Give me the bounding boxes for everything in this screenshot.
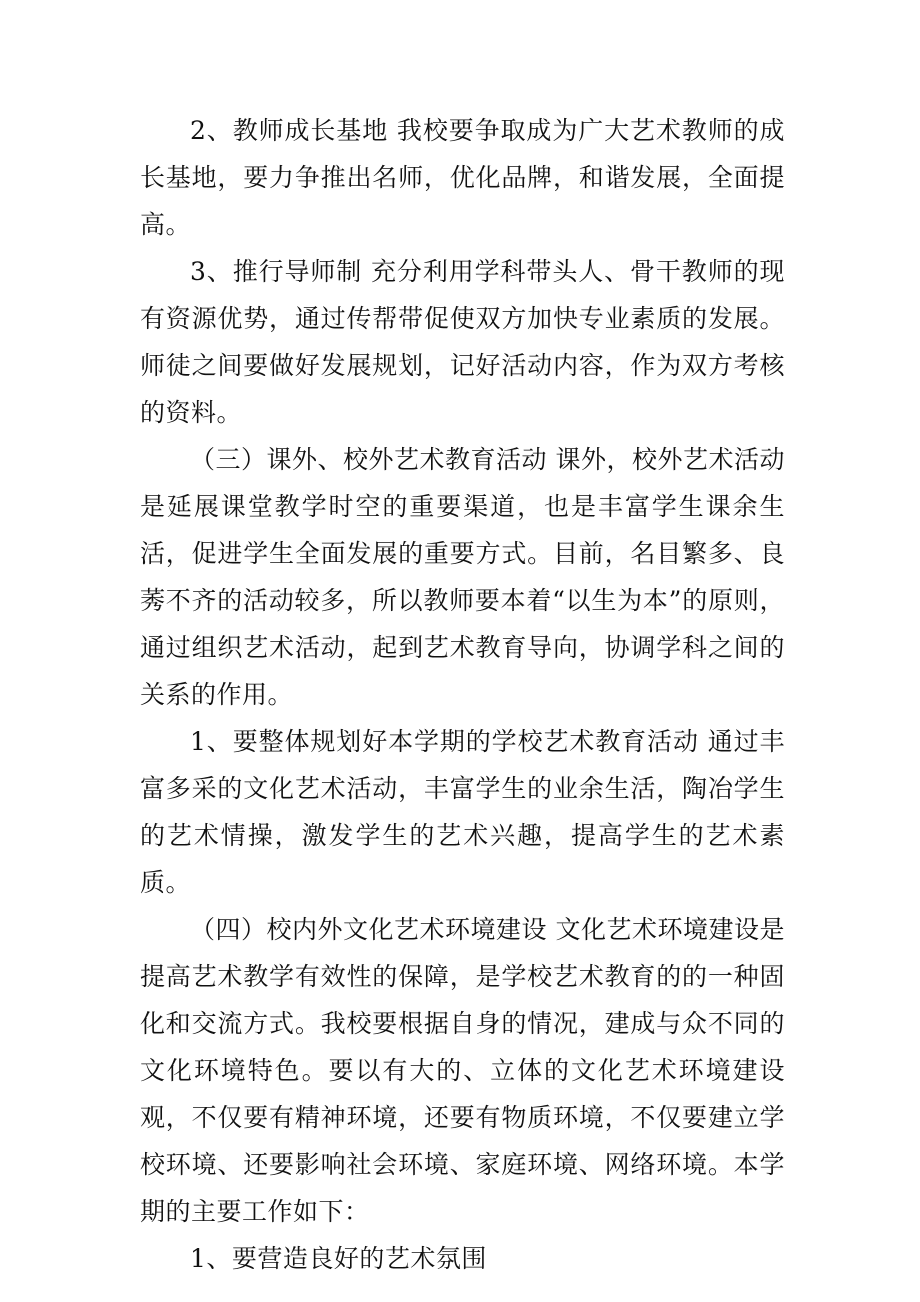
paragraph-section-four-environment: （四）校内外文化艺术环境建设 文化艺术环境建设是提高艺术教学有效性的保障，是学校艺术教育的的一种固化和交流方式。我校要根据自身的情况，建成与众不同的文化环境特色。要以有大的、立体的文化艺术环境建设观，不仅要有精神环境，还要有物质环境，不仅要建立学校环境、还要影响社会环境、家庭环境、网络环境。本学期的主要工作如下： — [140, 915, 785, 1226]
paragraph-art-atmosphere: 1、要营造良好的艺术氛围 — [190, 1244, 487, 1273]
paragraph-mentor-system: 3、推行导师制 充分利用学科带头人、骨干教师的现有资源优势，通过传帮带促使双方加快专业素质的发展。师徒之间要做好发展规划，记好活动内容，作为双方考核的资料。 — [140, 257, 785, 427]
document-body — [140, 107, 785, 1282]
paragraph-section-three-extracurricular: （三）课外、校外艺术教育活动 课外，校外艺术活动是延展课堂教学时空的重要渠道，也是丰富学生课余生活，促进学生全面发展的重要方式。目前，名目繁多、良莠不齐的活动较多，所以教师要本着“以生为本”的原则，通过组织艺术活动，起到艺术教育导向，协调学科之间的关系的作用。 — [140, 445, 785, 709]
paragraph-semester-activity-plan: 1、要整体规划好本学期的学校艺术教育活动 通过丰富多采的文化艺术活动，丰富学生的业余生活，陶冶学生的艺术情操，激发学生的艺术兴趣，提高学生的艺术素质。 — [140, 727, 785, 897]
paragraph-teacher-growth-base: 2、教师成长基地 我校要争取成为广大艺术教师的成长基地，要力争推出名师，优化品牌，和谐发展，全面提高。 — [140, 116, 785, 239]
